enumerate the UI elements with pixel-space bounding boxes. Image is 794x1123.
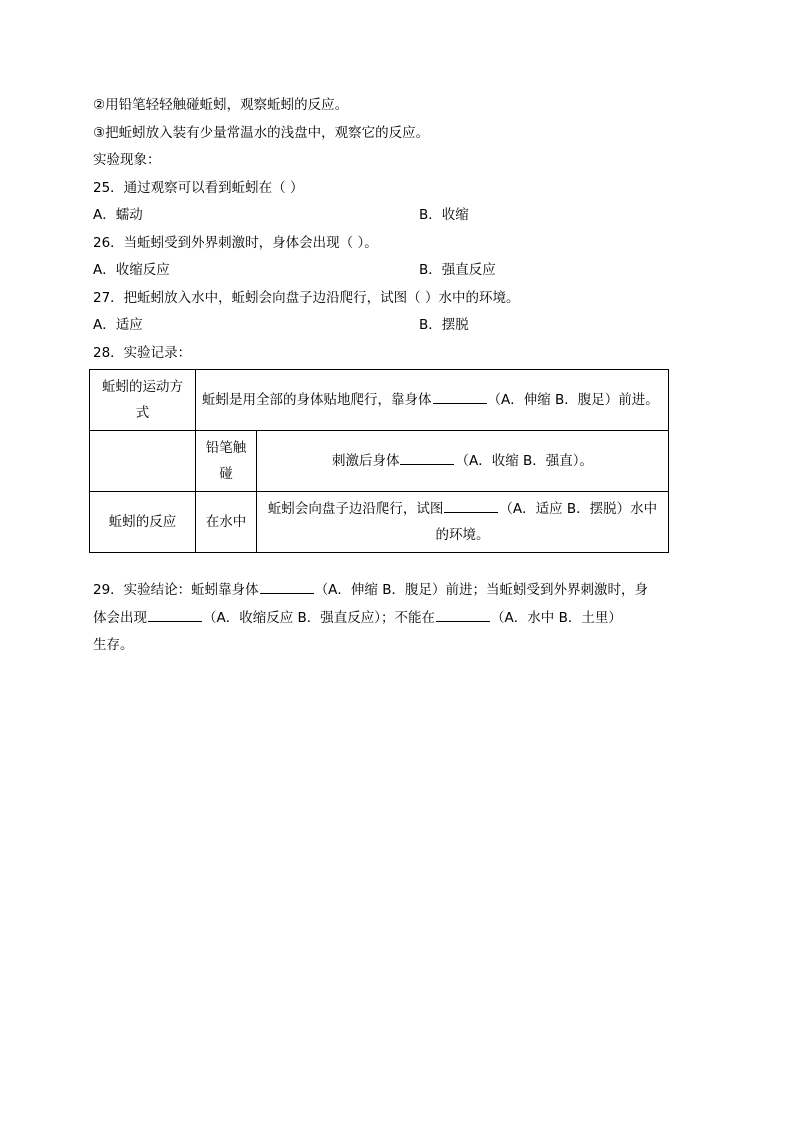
table-cell: 在水中	[196, 492, 257, 553]
cell-text: 蚯蚓是用全部的身体贴地爬行，靠身体	[202, 392, 432, 408]
table-cell	[90, 431, 196, 492]
option-b: B．摆脱	[419, 317, 469, 333]
question-27-options	[93, 312, 713, 340]
question-29	[93, 577, 653, 660]
conclusion-text: 生存。	[93, 637, 134, 653]
cell-text: （A．伸缩 B．腹足）前进。	[487, 392, 659, 408]
table-row	[90, 431, 669, 492]
table-row	[90, 492, 669, 553]
answer-blank[interactable]	[433, 389, 487, 404]
table-cell	[257, 431, 669, 492]
table-row	[90, 370, 669, 431]
phenomenon-label: 实验现象：	[93, 152, 161, 168]
answer-blank[interactable]	[444, 498, 498, 513]
question-28-label: 28．实验记录：	[93, 344, 192, 361]
experiment-record-table	[89, 369, 669, 553]
table-cell	[257, 492, 669, 553]
step-3: ③把蚯蚓放入装有少量常温水的浅盘中，观察它的反应。	[93, 124, 430, 141]
answer-blank[interactable]	[260, 579, 314, 594]
answer-blank[interactable]	[148, 607, 202, 622]
table-cell	[196, 370, 669, 431]
option-a: A．适应	[93, 317, 143, 333]
question-25: 25．通过观察可以看到蚯蚓在（ ）	[93, 179, 304, 196]
option-b: B．强直反应	[419, 262, 496, 278]
option-a: A．收缩反应	[93, 262, 170, 278]
table-cell: 蚯蚓的反应	[90, 492, 196, 553]
conclusion-text: （A．收缩反应 B．强直反应）；不能在	[203, 609, 436, 626]
option-a: A．蠕动	[93, 207, 143, 223]
answer-blank[interactable]	[436, 607, 490, 622]
answer-blank[interactable]	[400, 450, 454, 465]
question-26: 26．当蚯蚓受到外界刺激时，身体会出现（ ）。	[93, 234, 378, 251]
table-cell: 铅笔触碰	[196, 431, 257, 492]
question-26-options	[93, 257, 713, 285]
worksheet-page	[93, 92, 713, 660]
cell-text: 刺激后身体	[331, 453, 400, 469]
option-b: B．收缩	[419, 207, 469, 223]
conclusion-text: （A．伸缩 B．腹足）前进；当蚯蚓受到外界刺激时，身体会出现	[93, 582, 648, 626]
question-27: 27．把蚯蚓放入水中，蚯蚓会向盘子边沿爬行，试图（ ）水中的环境。	[93, 289, 520, 306]
cell-text: 蚯蚓会向盘子边沿爬行，试图	[267, 501, 444, 517]
step-2: ②用铅笔轻轻触碰蚯蚓，观察蚯蚓的反应。	[93, 97, 349, 113]
cell-text: （A．收缩 B．强直）。	[455, 453, 594, 469]
cell-text: （A．适应 B．摆脱）水中的环境。	[435, 501, 658, 543]
conclusion-text: （A．水中 B．土里）	[491, 609, 622, 626]
question-25-options	[93, 202, 713, 230]
conclusion-text: 29．实验结论：蚯蚓靠身体	[93, 582, 259, 598]
table-cell: 蚯蚓的运动方式	[90, 370, 196, 431]
